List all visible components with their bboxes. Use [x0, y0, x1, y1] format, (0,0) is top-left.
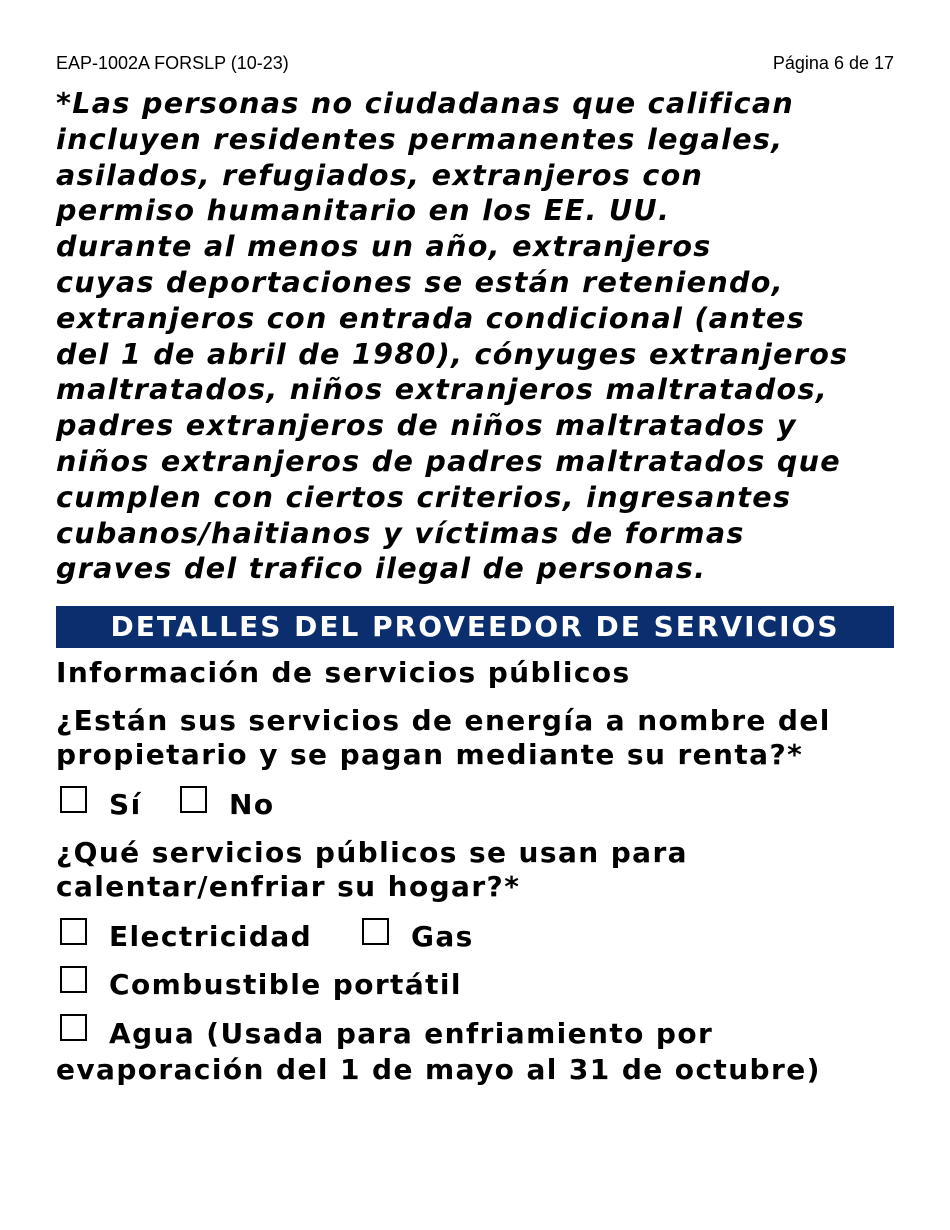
portable-fuel-checkbox[interactable]: [60, 966, 87, 993]
section-header-service-provider: DETALLES DEL PROVEEDOR DE SERVICIOS: [56, 606, 894, 648]
page-number: Página 6 de 17: [772, 53, 894, 73]
water-label: Agua (Usada para enfriamiento por evaporación del 1 de mayo al 31 de octubre): [56, 1017, 821, 1086]
option-yes[interactable]: [60, 786, 142, 822]
non-citizen-footnote: *Las personas no ciudadanas que califican incluyen residentes permanentes legales, asilados, refugiados, extranjeros con permiso humanitario en los EE. UU. durante al menos un año, extranjeros cuyas deportaciones se están reteniendo, extranjeros con entrada condicional (antes del 1 de abril de 1980), cónyuges extranjeros maltratados, niños extranjeros maltratados, padres extranjeros de niños maltratados y niños extranjeros de padres maltratados que cumplen con ciertos criterios, ingresantes cubanos/haitianos y víctimas de formas graves del trafico ilegal de personas.: [56, 86, 849, 586]
portable-fuel-label: Combustible portátil: [109, 968, 462, 1001]
utilities-subheading: Información de servicios públicos: [56, 656, 631, 689]
yes-label: Sí: [109, 788, 142, 821]
no-checkbox[interactable]: [180, 786, 207, 813]
form-id: EAP-1002A FORSLP (10-23): [56, 53, 289, 73]
option-electricity[interactable]: [60, 918, 312, 954]
question-heating-cooling-utilities: ¿Qué servicios públicos se usan para calentar/enfriar su hogar?*: [56, 836, 688, 903]
option-no[interactable]: [180, 786, 274, 822]
gas-label: Gas: [411, 920, 474, 953]
yes-checkbox[interactable]: [60, 786, 87, 813]
option-portable-fuel[interactable]: [60, 966, 462, 1002]
option-gas[interactable]: [362, 918, 474, 954]
electricity-checkbox[interactable]: [60, 918, 87, 945]
no-label: No: [229, 788, 275, 821]
gas-checkbox[interactable]: [362, 918, 389, 945]
question-utilities-in-landlord-name: ¿Están sus servicios de energía a nombre del propietario y se pagan mediante su renta?*: [56, 704, 831, 771]
electricity-label: Electricidad: [109, 920, 313, 953]
